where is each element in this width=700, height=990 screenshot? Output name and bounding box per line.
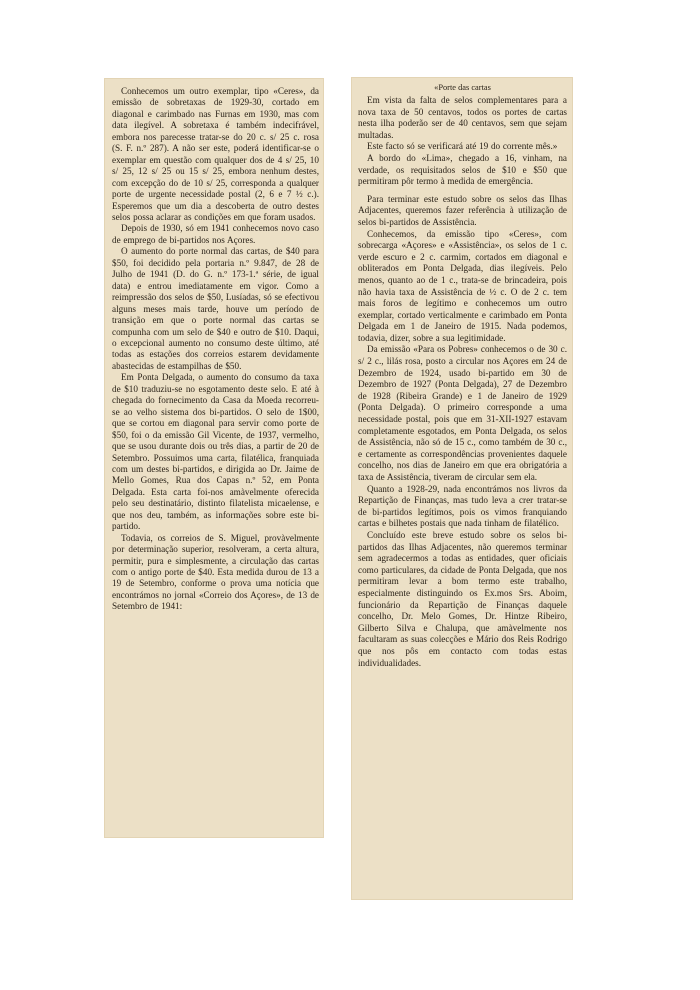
paragraph: Para terminar este estudo sobre os selos das Ilhas Adjacentes, queremos fazer referência à utilização de selos bi-partidos de Assistência. (358, 193, 567, 227)
paragraph: A bordo do «Lima», chegado a 16, vinham, na verdade, os requisitados selos de $10 e $50 que permitiram pôr termo à medida de emergência. (358, 152, 567, 187)
paragraph: Em Ponta Delgada, o aumento do consumo da taxa de $10 traduziu-se no esgotamento deste selo. E até à chegada do fornecimento da Casa da Moeda recorreu-se ao velho sistema dos bi-partidos. O selo de 1$00, que se cortou em diagonal para servir como porte de $50, foi o da emissão Gil Vicente, de 1937, vermelho, que se usou durante dois ou três dias, a partir de 20 de Setembro. Possuimos uma carta, filatélica, franquiada com um destes bi-partidos, e dirigida ao Dr. Jaime de Mello Gomes, Rua dos Capas n.º 52, em Ponta Delgada. Esta carta foi-nos amàvelmente oferecida pelo seu destinatário, distinto filatelista micaelense, e que nos deu, também, as informações sobre este bi-partido. (112, 372, 319, 532)
paragraph: Depois de 1930, só em 1941 conhecemos novo caso de emprego de bi-partidos nos Açores. (112, 223, 319, 245)
paragraph: Da emissão «Para os Pobres» conhecemos o de 30 c. s/ 2 c., lilás rosa, posto a circular nos Açores em 24 de Dezembro de 1924, usado bi-partido em 30 de Dezembro de 1927 (Ponta Delgada), 27 de Dezembro de 1928 (Ribeira Grande) e 1 de Janeiro de 1929 (Ponta Delgada). O primeiro corresponde a uma necessidade postal, pois que em 31-XII-1927 estavam completamente esgotados, em Ponta Delgada, os selos de Assistência, não só de 15 c., como também de 30 c., e certamente as correspondências provenientes daquele concelho, nos dias de Janeiro em que era obrigatória a taxa de Assistência, tiveram de circular sem ela. (358, 344, 567, 482)
quoted-notice-heading: «Porte das cartas (434, 83, 491, 92)
article-column-right (351, 77, 573, 900)
paragraph: Conhecemos um outro exemplar, tipo «Ceres», da emissão de sobretaxas de 1929-30, cortado em diagonal e carimbado nas Furnas em 1930, mas com data ilegível. A sobretaxa é também indecifrável, embora nos parecesse tratar-se do 20 c. s/ 25 c. rosa (S. F. n.º 287). A não ser este, poderá identificar-se o exemplar em questão com qualquer dos de 4 s/ 25, 10 s/ 25, 12 s/ 25 ou 15 s/ 25, embora nenhum destes, com excepção do de 10 s/ 25, corresponda a qualquer porte de urgente necessidade postal (2, 6 e 7 ½ c.). Esperemos que um dia a descoberta de outro destes selos possa aclarar as condições em que foram usados. (112, 86, 319, 222)
paragraph: Quanto a 1928-29, nada encontrámos nos livros da Repartição de Finanças, mas tudo leva a crer tratar-se de bi-partidos legítimos, pois os vimos franquiando cartas e bilhetes postais que nada tinham de filatélico. (358, 483, 567, 529)
article-column-left (104, 78, 324, 838)
paragraph: Em vista da falta de selos complementares para a nova taxa de 50 centavos, todos os portes de cartas nesta ilha poderão ser de 40 centavos, sem que sejam multadas. (358, 95, 567, 140)
paragraph: Este facto só se verificará até 19 do corrente mês.» (367, 141, 558, 152)
paragraph: Concluído este breve estudo sobre os selos bi-partidos das Ilhas Adjacentes, não queremos terminar sem agradecermos a todas as entidades, quer oficiais como particulares, da cidade de Ponta Delgada, que nos permitiram levar a bom termo este trabalho, especialmente distinguindo os Ex.mos Srs. Aboim, funcionário da Repartição de Finanças daquele concelho, Dr. Melo Gomes, Dr. Hintze Ribeiro, Gilberto Silva e Chalupa, que amàvelmente nos facultaram as suas colecções e Mário dos Reis Rodrigo que nos pôs em contacto com todas estas individualidades. (358, 529, 567, 668)
paragraph: O aumento do porte normal das cartas, de $40 para $50, foi decidido pela portaria n.º 9.847, de 28 de Julho de 1941 (D. do G. n.º 173-1.ª série, de igual data) e entrou imediatamente em vigor. Como a reimpressão dos selos de $50, Lusíadas, só se efectivou alguns meses mais tarde, houve um período de transição em que o porte normal das cartas se compunha com um selo de $40 e outro de $10. Daqui, o excepcional aumento no consumo deste último, até todas as estações dos correios estarem devidamente abastecidas de estampilhas de $50. (112, 246, 319, 371)
paragraph: Conhecemos, da emissão tipo «Ceres», com sobrecarga «Açores» e «Assistência», os selos de 1 c. verde escuro e 2 c. carmim, cortados em diagonal e obliterados em Ponta Delgada, dias ilegíveis. Pelo menos, quanto ao de 1 c., trata-se de brincadeira, pois não havia taxa de Assistência de ½ c. O de 2 c. tem mais foros de legítimo e conhecemos um outro exemplar, cortado verticalmente e carimbado em Ponta Delgada em 1 de Janeiro de 1915. Nada podemos, todavia, dizer, sobre a sua legitimidade. (358, 228, 567, 343)
paragraph: Todavia, os correios de S. Miguel, provàvelmente por determinação superior, resolveram, a certa altura, permitir, pura e simplesmente, a circulação das cartas com o antigo porte de $40. Esta medida durou de 13 a 19 de Setembro, conforme o prova uma notícia que encontrámos no jornal «Correio dos Açores», de 13 de Setembro de 1941: (112, 532, 319, 612)
